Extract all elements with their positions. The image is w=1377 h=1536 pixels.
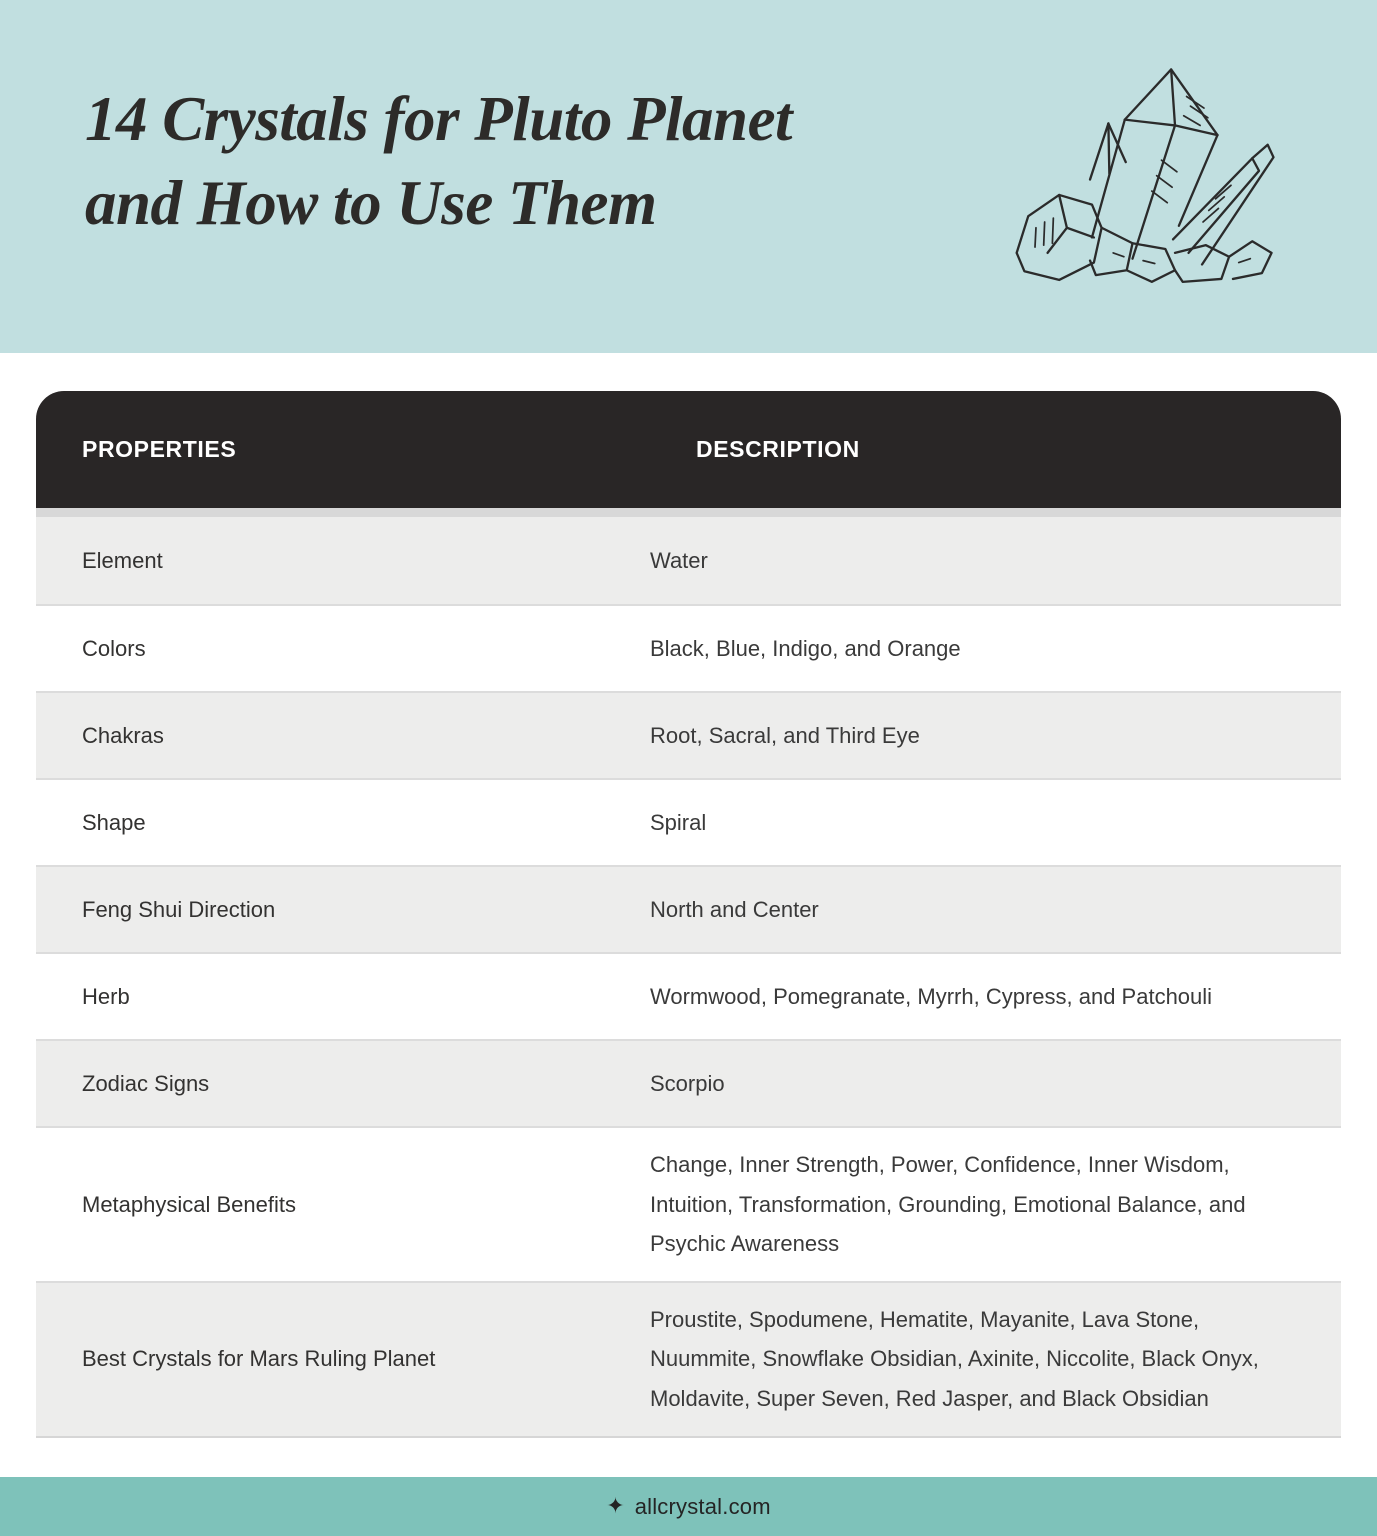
properties-column-header: PROPERTIES [82, 436, 237, 462]
sparkle-star-icon: ✦ [606, 1492, 625, 1518]
property-cell: Feng Shui Direction [82, 896, 276, 922]
property-cell: Shape [82, 809, 146, 835]
page-title-line-1: 14 Crystals for Pluto Planet [85, 84, 793, 154]
table-row [36, 952, 1341, 1039]
table-row [36, 1126, 1341, 1281]
table-row [36, 865, 1341, 952]
description-column-header: DESCRIPTION [696, 436, 860, 462]
hero-section [0, 0, 1377, 353]
description-cell: Change, Inner Strength, Power, Confidence, Inner Wisdom, Intuition, Transformation, Grounding, Emotional Balance, and Psychic Awareness [650, 1152, 1246, 1257]
description-cell: Wormwood, Pomegranate, Myrrh, Cypress, and Patchouli [650, 983, 1213, 1009]
page-title [85, 78, 792, 246]
property-cell: Chakras [82, 722, 164, 748]
table-row [36, 517, 1341, 604]
site-name: allcrystal.com [634, 1493, 771, 1519]
page-title-line-2: and How to Use Them [85, 167, 657, 238]
description-cell: Black, Blue, Indigo, and Orange [650, 635, 961, 661]
description-cell: Spiral [650, 809, 707, 835]
table-body [36, 517, 1341, 1438]
description-cell: North and Center [650, 896, 819, 922]
table-row [36, 1281, 1341, 1436]
description-cell: Scorpio [650, 1070, 725, 1096]
table-section [0, 353, 1377, 1438]
description-cell: Root, Sacral, and Third Eye [650, 722, 920, 748]
property-cell: Best Crystals for Mars Ruling Planet [82, 1346, 436, 1372]
footer-bar [0, 1477, 1377, 1536]
property-cell: Metaphysical Benefits [82, 1191, 296, 1217]
table-header [36, 391, 1341, 508]
table-header-shadow [36, 508, 1341, 517]
description-cell: Proustite, Spodumene, Hematite, Mayanite, Lava Stone, Nuummite, Snowflake Obsidian, Axinite, Niccolite, Black Onyx, Moldavite, Super Seven, Red Jasper, and Black Obsidian [650, 1306, 1259, 1411]
property-cell: Zodiac Signs [82, 1070, 210, 1096]
table-row [36, 1039, 1341, 1126]
property-cell: Element [82, 547, 163, 573]
table-row [36, 604, 1341, 691]
description-cell: Water [650, 547, 708, 573]
property-cell: Herb [82, 983, 130, 1009]
property-cell: Colors [82, 635, 146, 661]
crystal-cluster-icon [1007, 62, 1287, 297]
table-row [36, 778, 1341, 865]
table-row [36, 691, 1341, 778]
properties-table [36, 391, 1341, 1438]
